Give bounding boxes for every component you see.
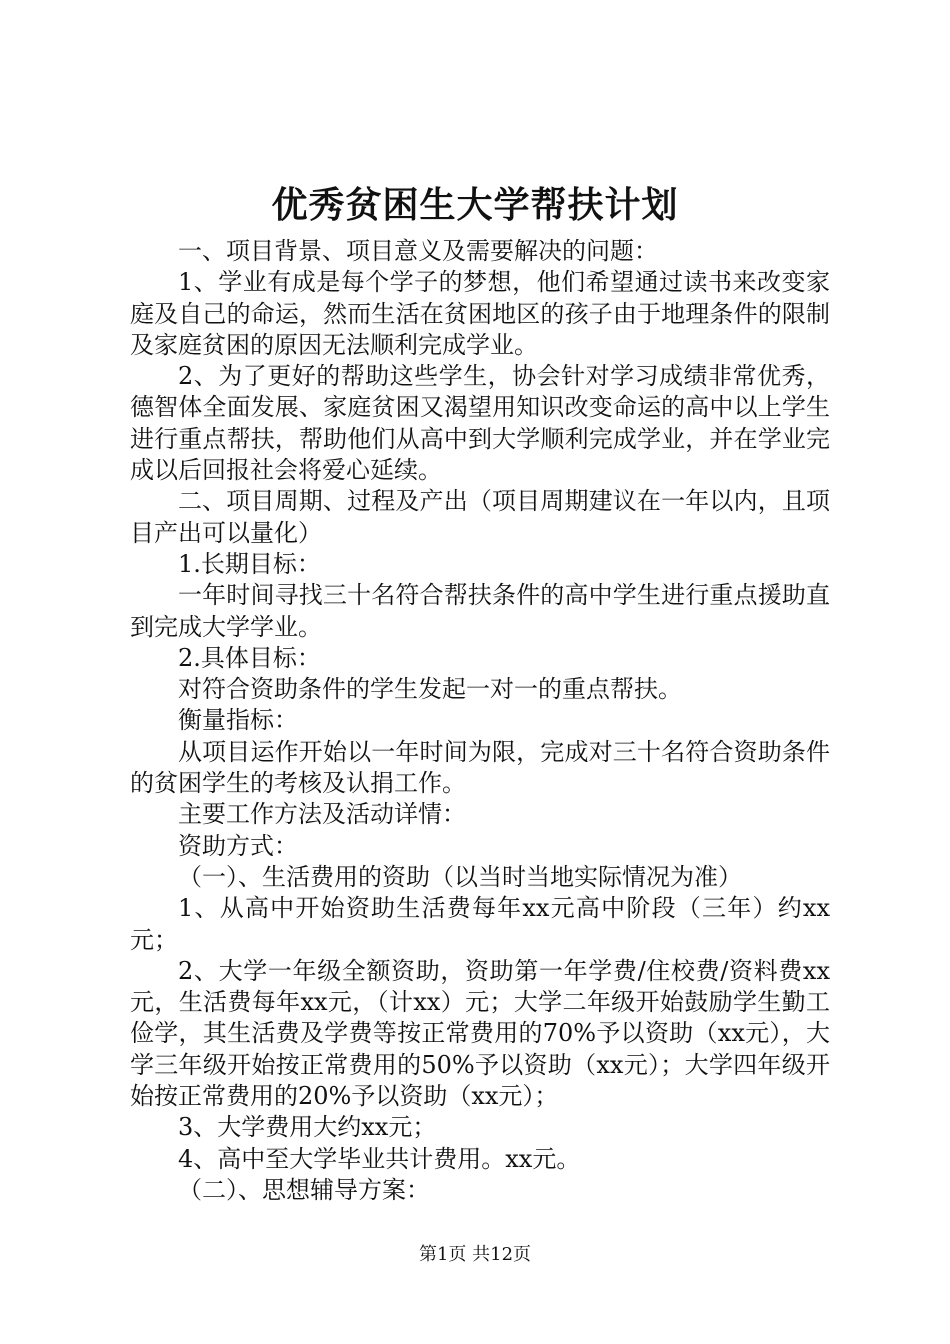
paragraph: 资助方式： bbox=[178, 831, 298, 860]
paragraph: 一、项目背景、项目意义及需要解决的问题： bbox=[178, 237, 658, 265]
paragraph: （二）、思想辅导方案： bbox=[178, 1175, 430, 1204]
paragraph: 1、从高中开始资助生活费每年xx元高中阶段（三年）约xx元； bbox=[130, 894, 830, 954]
paragraph: 二、项目周期、过程及产出（项目周期建议在一年以内，且项目产出可以量化） bbox=[130, 487, 830, 547]
paragraph: 从项目运作开始以一年时间为限，完成对三十名符合资助条件的贫困学生的考核及认捐工作。 bbox=[130, 737, 830, 798]
document-title: 优秀贫困生大学帮扶计划 bbox=[271, 185, 679, 226]
paragraph: 1.长期目标： bbox=[178, 549, 321, 578]
paragraph: 2、大学一年级全额资助，资助第一年学费/住校费/资料费xx元，生活费每年xx元，（计xx）元；大学二年级开始鼓励学生勤工俭学，其生活费及学费等按正常费用的70%予以资助（xx元），大学三年级开始按正常费用的50%予以资助（xx元）；大学四年级开始按正常费用的20%予以资助（xx元）； bbox=[130, 956, 830, 1111]
document-body bbox=[130, 236, 830, 1206]
page-footer: 第1页 共12页 bbox=[418, 1244, 532, 1265]
paragraph: 衡量指标： bbox=[178, 706, 298, 735]
paragraph: 3、大学费用大约xx元； bbox=[178, 1113, 437, 1142]
paragraph: （一）、生活费用的资助（以当时当地实际情况为准） bbox=[178, 862, 742, 891]
paragraph: 2、为了更好的帮助这些学生，协会针对学习成绩非常优秀，德智体全面发展、家庭贫困又渴望用知识改变命运的高中以上学生进行重点帮扶，帮助他们从高中到大学顺利完成学业，并在学业完成以后回报社会将爱心延续。 bbox=[130, 362, 830, 485]
paragraph: 2.具体目标： bbox=[178, 643, 321, 672]
paragraph: 一年时间寻找三十名符合帮扶条件的高中学生进行重点援助直到完成大学学业。 bbox=[130, 581, 830, 641]
paragraph: 4、高中至大学毕业共计费用。xx元。 bbox=[178, 1144, 581, 1173]
paragraph: 主要工作方法及活动详情： bbox=[178, 800, 466, 829]
paragraph: 1、学业有成是每个学子的梦想，他们希望通过读书来改变家庭及自己的命运，然而生活在贫困地区的孩子由于地理条件的限制及家庭贫困的原因无法顺利完成学业。 bbox=[130, 268, 830, 359]
paragraph: 对符合资助条件的学生发起一对一的重点帮扶。 bbox=[178, 675, 682, 704]
